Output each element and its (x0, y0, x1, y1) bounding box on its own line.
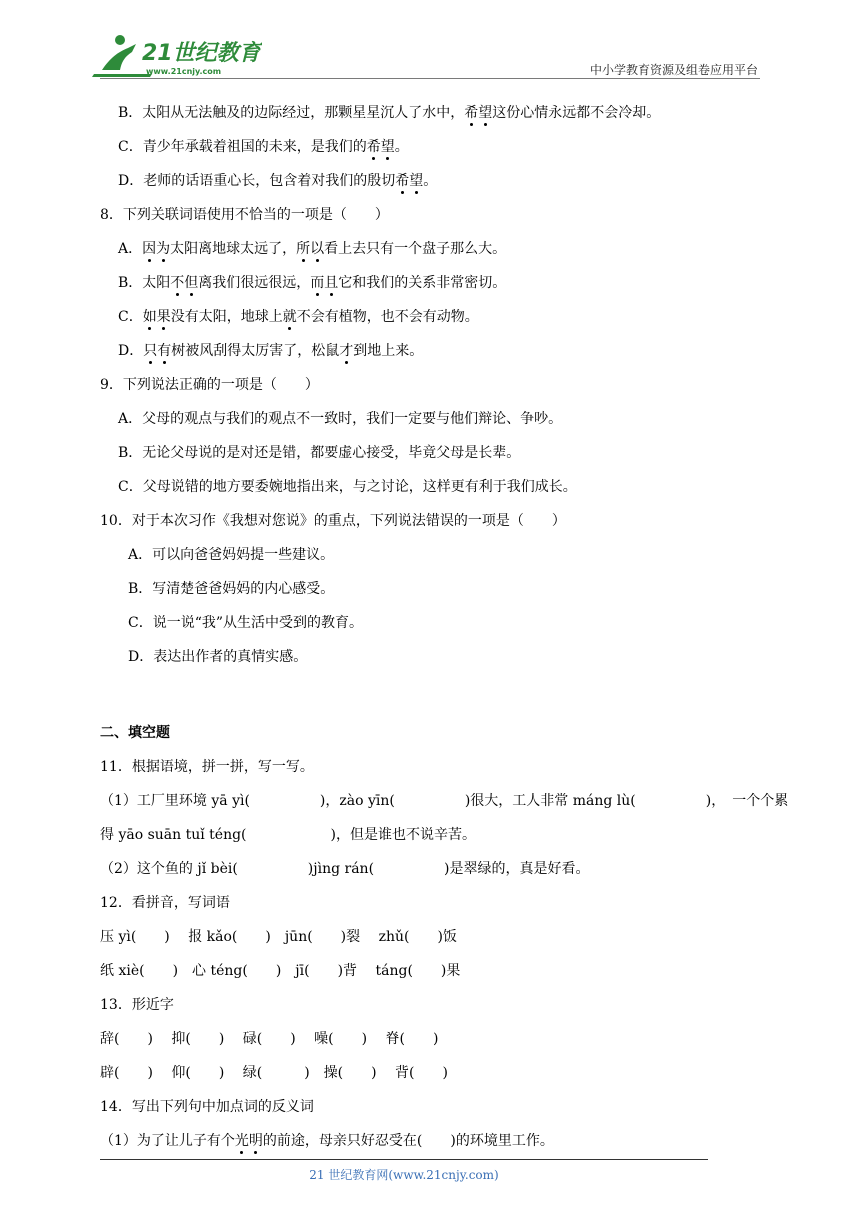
q7-option-c: C．青少年承载着祖国的未来，是我们的希望。 (100, 130, 780, 164)
q10-option-d: D．表达出作者的真情实感。 (128, 649, 308, 665)
logo-url: www.21cnjy.com (146, 67, 222, 76)
q14-stem: 14．写出下列句中加点词的反义词 (100, 1099, 314, 1115)
page-header (0, 0, 860, 82)
q13-line-1: 辞( ) 抑( ) 碌( ) 噪( ) 脊( ) (100, 1031, 439, 1047)
q11-line-3: （2）这个鱼的 jǐ bèi( )jìng rán( )是翠绿的，真是好看。 (100, 861, 590, 877)
q9-option-c: C．父母说错的地方要委婉地指出来，与之讨论，这样更有利于我们成长。 (118, 479, 577, 495)
header-divider (100, 78, 760, 79)
q10-option-b: B．写清楚爸爸妈妈的内心感受。 (128, 581, 335, 597)
section-gap (100, 674, 780, 716)
q10-option-a: A．可以向爸爸妈妈提一些建议。 (128, 547, 335, 563)
q14-line-1: （1）为了让儿子有个光明的前途，母亲只好忍受在( )的环境里工作。 (100, 1124, 780, 1158)
q11-line-2: 得 yāo suān tuǐ téng( )，但是谁也不说辛苦。 (100, 827, 476, 843)
q11-stem: 11．根据语境，拼一拼，写一写。 (100, 759, 314, 775)
q12-line-1: 压 yì( ) 报 kǎo( ) jūn( )裂 zhǔ( )饭 (100, 929, 457, 945)
q9-option-b: B．无论父母说的是对还是错，都要虚心接受，毕竟父母是长辈。 (118, 445, 521, 461)
q8-option-b: B．太阳不但离我们很远很远，而且它和我们的关系非常密切。 (100, 266, 780, 300)
q12-stem: 12．看拼音，写词语 (100, 895, 230, 911)
site-logo (92, 30, 262, 80)
footer-divider (100, 1159, 708, 1160)
q9-stem: 9．下列说法正确的一项是（ ） (100, 377, 319, 393)
q7-option-d: D．老师的话语重心长，包含着对我们的殷切希望。 (100, 164, 780, 198)
q7-option-b: B．太阳从无法触及的边际经过，那颗星星沉人了水中，希望这份心情永远都不会冷却。 (100, 96, 780, 130)
q13-stem: 13．形近字 (100, 997, 174, 1013)
q8-stem: 8．下列关联词语使用不恰当的一项是（ ） (100, 207, 389, 223)
footer-site-link[interactable]: 21 世纪教育网(www.21cnjy.com) (309, 1168, 499, 1182)
q10-option-c: C．说一说“我”从生活中受到的教育。 (128, 615, 364, 631)
q13-line-2: 辟( ) 仰( ) 绿( ) 操( ) 背( ) (100, 1065, 448, 1081)
q9-option-a: A．父母的观点与我们的观点不一致时，我们一定要与他们辩论、争吵。 (118, 411, 563, 427)
q8-option-c: C．如果没有太阳，地球上就不会有植物，也不会有动物。 (100, 300, 780, 334)
q12-line-2: 纸 xiè( ) 心 téng( ) jī( )背 táng( )果 (100, 963, 461, 979)
q11-line-1: （1）工厂里环境 yā yì( )，zào yīn( )很大，工人非常 máng lù( )， 一个个累 (100, 793, 789, 809)
section-title-fill-in: 二、填空题 (100, 725, 170, 741)
header-platform-name: 中小学教育资源及组卷应用平台 (589, 63, 758, 77)
q8-option-a: A．因为太阳离地球太远了，所以看上去只有一个盘子那么大。 (100, 232, 780, 266)
document-body (100, 96, 789, 1158)
q8-option-d: D．只有树被风刮得太厉害了，松鼠才到地上来。 (100, 334, 780, 368)
q10-stem: 10．对于本次习作《我想对您说》的重点，下列说法错误的一项是（ ） (100, 513, 566, 529)
logo-title: 21世纪教育 (142, 41, 261, 66)
